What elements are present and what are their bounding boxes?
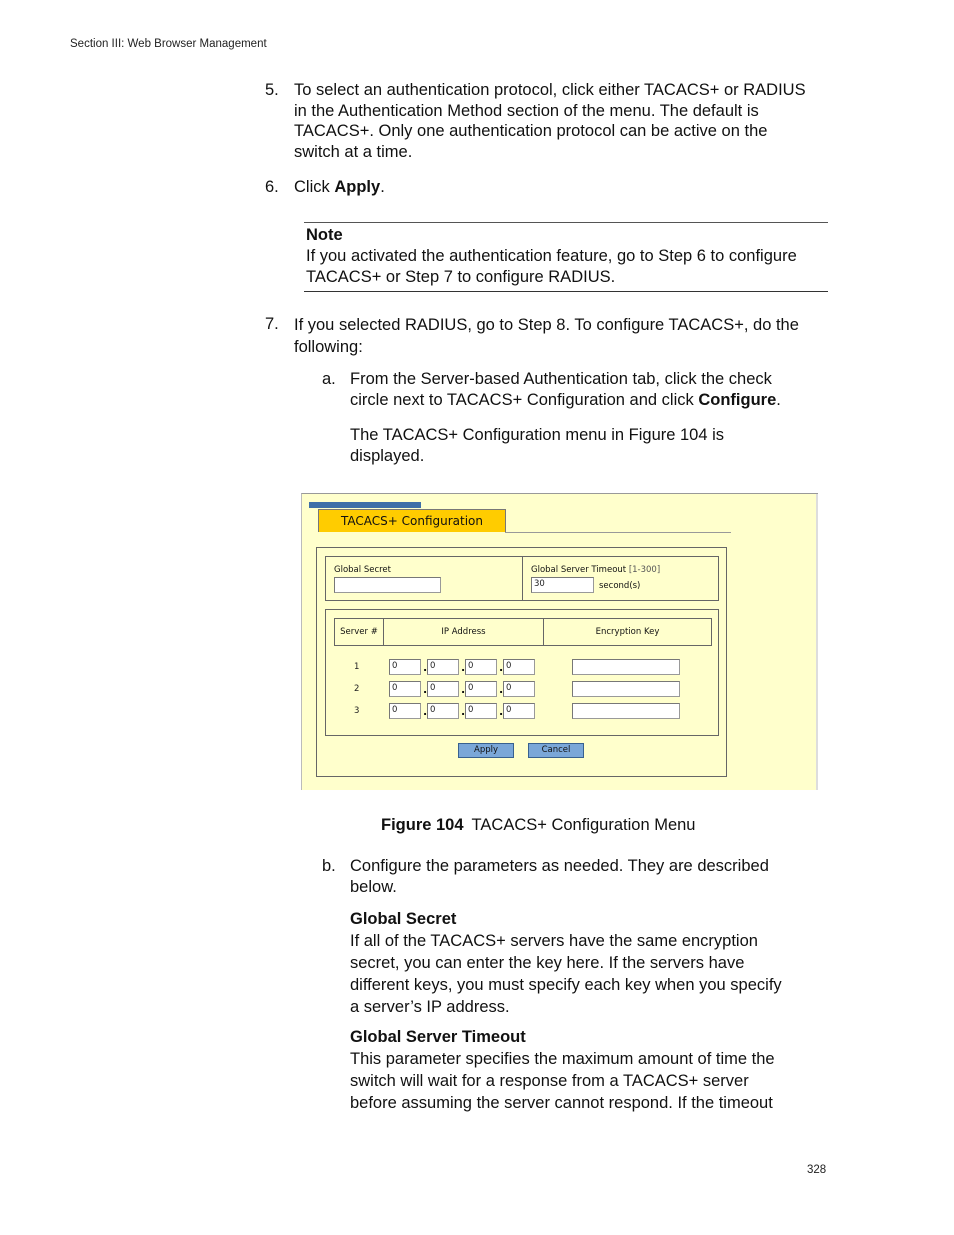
figure-caption — [381, 816, 695, 835]
tab-underline — [505, 532, 731, 533]
ip-octet-input[interactable]: 0 — [503, 703, 535, 719]
figure-title: TACACS+ Configuration Menu — [471, 816, 696, 834]
substep-a-text — [350, 369, 781, 410]
step-5-line: in the Authentication Method section of the menu. The default is — [294, 101, 759, 120]
definition-global-secret — [350, 908, 782, 1018]
step-6-post: . — [380, 178, 385, 196]
substep-a-line2-pre: circle next to TACACS+ Configuration and click — [350, 390, 699, 409]
ip-octet-input[interactable]: 0 — [503, 681, 535, 697]
global-timeout-label-group — [531, 565, 660, 575]
note-line: If you activated the authentication feature, go to Step 6 to configure — [306, 247, 797, 265]
step-7-text — [294, 314, 799, 358]
encryption-key-input[interactable] — [572, 681, 680, 697]
definition-line: This parameter specifies the maximum amount of time the — [350, 1050, 775, 1068]
tab-tacacs-configuration[interactable]: TACACS+ Configuration — [318, 509, 506, 532]
cancel-button[interactable]: Cancel — [528, 743, 584, 758]
window-title-bar — [309, 502, 421, 508]
ip-dot-separator: . — [499, 683, 504, 696]
step-5-number: 5. — [265, 81, 279, 99]
step-7-line: If you selected RADIUS, go to Step 8. To configure TACACS+, do the — [294, 316, 799, 334]
column-header-encryption-key: Encryption Key — [595, 627, 660, 637]
step-6-text — [294, 177, 385, 198]
definition-line: If all of the TACACS+ servers have the same encryption — [350, 932, 758, 950]
substep-a-letter: a. — [322, 370, 336, 388]
ip-octet-input[interactable]: 0 — [389, 703, 421, 719]
server-table-box — [325, 609, 719, 736]
figure-label: Figure 104 — [381, 816, 464, 834]
ip-dot-separator: . — [423, 705, 428, 718]
step-6-number: 6. — [265, 178, 279, 196]
substep-b-letter: b. — [322, 857, 336, 875]
definition-line: different keys, you must specify each key when you specify — [350, 976, 782, 994]
substep-a-followup — [350, 425, 724, 466]
global-timeout-unit: second(s) — [599, 581, 641, 591]
ip-dot-separator: . — [423, 683, 428, 696]
ip-dot-separator: . — [499, 705, 504, 718]
ip-octet-input[interactable]: 0 — [465, 659, 497, 675]
ip-octet-input[interactable]: 0 — [389, 681, 421, 697]
global-settings-box — [325, 556, 719, 601]
substep-a-configure-term: Configure — [698, 390, 777, 409]
running-header: Section III: Web Browser Management — [70, 38, 267, 50]
global-settings-divider — [522, 557, 523, 600]
apply-button[interactable]: Apply — [458, 743, 514, 758]
substep-a-line: From the Server-based Authentication tab, click the check — [350, 370, 772, 388]
ip-octet-input[interactable]: 0 — [427, 659, 459, 675]
definition-term: Global Secret — [350, 910, 457, 928]
ip-octet-input[interactable]: 0 — [503, 659, 535, 675]
global-secret-label: Global Secret — [334, 565, 391, 575]
note-box — [304, 222, 828, 292]
ip-dot-separator: . — [499, 661, 504, 674]
step-5-line: switch at a time. — [294, 142, 413, 161]
definition-line: secret, you can enter the key here. If the servers have — [350, 954, 745, 972]
step-7-line: following: — [294, 338, 363, 356]
global-timeout-input[interactable]: 30 — [531, 577, 594, 593]
server-row-number: 1 — [354, 662, 360, 672]
ip-octet-input[interactable]: 0 — [427, 681, 459, 697]
substep-b-line: Configure the parameters as needed. They are described — [350, 857, 769, 875]
step-6-pre: Click — [294, 178, 335, 196]
encryption-key-input[interactable] — [572, 659, 680, 675]
ip-dot-separator: . — [461, 683, 466, 696]
definition-line: before assuming the server cannot respond. If the timeout — [350, 1094, 773, 1112]
substep-a-follow-line: The TACACS+ Configuration menu in Figure 104 is — [350, 426, 725, 444]
page-number: 328 — [807, 1164, 827, 1176]
note-line: TACACS+ or Step 7 to configure RADIUS. — [306, 268, 616, 286]
ip-octet-input[interactable]: 0 — [389, 659, 421, 675]
encryption-key-input[interactable] — [572, 703, 680, 719]
substep-a-line2-post: . — [776, 390, 781, 409]
substep-a-line — [350, 390, 781, 411]
ip-dot-separator: . — [423, 661, 428, 674]
ip-octet-input[interactable]: 0 — [465, 703, 497, 719]
ip-octet-input[interactable]: 0 — [427, 703, 459, 719]
server-row-number: 3 — [354, 706, 360, 716]
server-table-header — [334, 618, 712, 646]
ip-octet-input[interactable]: 0 — [465, 681, 497, 697]
config-panel — [316, 547, 727, 777]
step-6-apply-term: Apply — [334, 178, 381, 196]
column-header-server-num: Server # — [340, 627, 378, 637]
ip-dot-separator: . — [461, 705, 466, 718]
step-5-line: TACACS+. Only one authentication protocol can be active on the — [294, 122, 768, 140]
step-7-number: 7. — [265, 315, 279, 333]
note-title: Note — [306, 226, 343, 244]
server-row-number: 2 — [354, 684, 360, 694]
substep-b-text — [350, 856, 769, 897]
scrollbar-edge — [816, 494, 818, 790]
global-secret-input[interactable] — [334, 577, 441, 593]
definition-global-timeout — [350, 1026, 775, 1114]
step-5-line: To select an authentication protocol, click either TACACS+ or RADIUS — [294, 81, 806, 99]
definition-line: switch will wait for a response from a TACACS+ server — [350, 1072, 749, 1090]
definition-line: a server’s IP address. — [350, 998, 510, 1016]
global-timeout-range: [1-300] — [628, 565, 661, 575]
step-5-text — [294, 80, 806, 162]
column-header-ip-address: IP Address — [441, 627, 486, 637]
note-body — [306, 246, 828, 288]
definition-term: Global Server Timeout — [350, 1028, 526, 1046]
substep-b-line: below. — [350, 877, 397, 896]
tacacs-config-screenshot — [301, 493, 818, 790]
substep-a-follow-line: displayed. — [350, 446, 425, 465]
ip-dot-separator: . — [461, 661, 466, 674]
global-timeout-label: Global Server Timeout — [531, 565, 627, 575]
